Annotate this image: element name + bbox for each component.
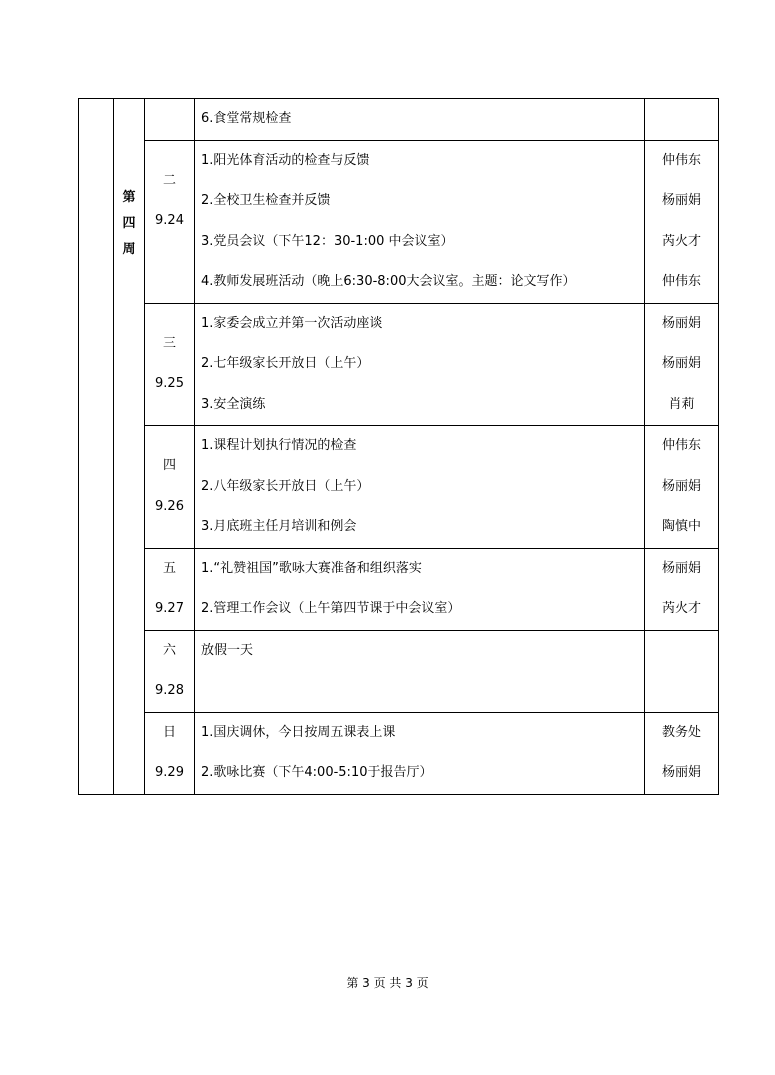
table-row: [79, 548, 719, 630]
person-cell: [645, 140, 719, 303]
day-cell: [145, 630, 195, 712]
person-cell: [645, 303, 719, 426]
day-cell: [145, 426, 195, 549]
responsible-person: 芮火才: [661, 601, 701, 616]
date-label: 9.26: [155, 498, 184, 514]
items-cell: [195, 140, 645, 303]
table-row: [79, 140, 719, 303]
week-label: [114, 99, 145, 795]
person-cell: [645, 99, 719, 141]
schedule-item: 放假一天: [201, 642, 254, 658]
date-label: 9.28: [155, 683, 184, 698]
items-cell: [195, 426, 645, 549]
date-label: 9.24: [155, 213, 184, 229]
responsible-person: 陶慎中: [661, 519, 701, 534]
schedule-item: 1.“礼赞祖国”歌咏大赛准备和组织落实: [201, 560, 422, 576]
date-label: 9.27: [155, 601, 184, 616]
items-cell: [195, 99, 645, 141]
weekday-name: 五: [162, 560, 176, 576]
person-cell: [645, 712, 719, 794]
schedule-item: 3.党员会议（下午12：30-1:00 中会议室）: [201, 233, 454, 249]
schedule-item: 2.管理工作会议（上午第四节课于中会议室）: [201, 601, 461, 616]
day-cell: [145, 140, 195, 303]
items-cell: [195, 630, 645, 712]
responsible-person: 教务处: [661, 724, 701, 740]
person-cell: [645, 548, 719, 630]
schedule-item: 1.国庆调休，今日按周五课表上课: [201, 724, 396, 740]
date-label: 9.29: [155, 765, 184, 780]
schedule-item: 2.七年级家长开放日（上午）: [201, 356, 370, 371]
person-cell: [645, 426, 719, 549]
schedule-item: 1.阳光体育活动的检查与反馈: [201, 152, 370, 168]
weekday-name: 四: [162, 458, 176, 474]
items-cell: [195, 303, 645, 426]
responsible-person: 杨丽娟: [661, 478, 701, 494]
day-cell: [145, 303, 195, 426]
weekday-name: 六: [162, 642, 176, 658]
responsible-person: 肖莉: [668, 396, 695, 412]
schedule-table: [78, 98, 719, 795]
week-label-char: 四: [122, 216, 136, 231]
schedule-item: 2.全校卫生检查并反馈: [201, 193, 331, 208]
responsible-person: [645, 631, 718, 672]
responsible-person: 杨丽娟: [661, 315, 701, 331]
weekday-name: 二: [162, 172, 176, 188]
page-footer: 第 3 页 共 3 页: [346, 976, 429, 990]
weekday-name: 日: [162, 724, 176, 740]
table-row: [79, 630, 719, 712]
week-label-char: 第: [122, 190, 136, 205]
day-cell: [145, 712, 195, 794]
responsible-person: 杨丽娟: [661, 765, 701, 780]
schedule-item: 4.教师发展班活动（晚上6:30-8:00大会议室。主题：论文写作）: [201, 274, 576, 289]
table-row: [79, 99, 719, 141]
day-cell: [145, 99, 195, 141]
blank-column-cell: [79, 99, 114, 795]
weekday-name: 三: [162, 335, 176, 351]
date-label: 9.25: [155, 376, 184, 392]
items-cell: [195, 548, 645, 630]
schedule-body: [79, 99, 719, 795]
responsible-person: 杨丽娟: [661, 356, 701, 371]
schedule-item: 1.课程计划执行情况的检查: [201, 438, 357, 453]
responsible-person: 仲伟东: [661, 274, 701, 289]
schedule-item: 6.食堂常规检查: [201, 111, 292, 126]
items-cell: [195, 712, 645, 794]
day-cell: [145, 548, 195, 630]
schedule-item: 1.家委会成立并第一次活动座谈: [201, 315, 383, 331]
responsible-person: 杨丽娟: [661, 193, 701, 208]
week-label-char: 周: [122, 242, 136, 257]
responsible-person: 杨丽娟: [661, 560, 701, 576]
responsible-person: 芮火才: [661, 233, 701, 249]
schedule-item: 3.月底班主任月培训和例会: [201, 519, 357, 534]
schedule-item: 2.歌咏比赛（下午4:00-5:10于报告厅）: [201, 765, 433, 780]
responsible-person: 仲伟东: [661, 152, 701, 168]
responsible-person: 仲伟东: [661, 438, 701, 453]
person-cell: [645, 630, 719, 712]
table-row: [79, 303, 719, 426]
table-row: [79, 712, 719, 794]
table-row: [79, 426, 719, 549]
schedule-item: 2.八年级家长开放日（上午）: [201, 478, 370, 494]
schedule-item: 3.安全演练: [201, 396, 266, 412]
